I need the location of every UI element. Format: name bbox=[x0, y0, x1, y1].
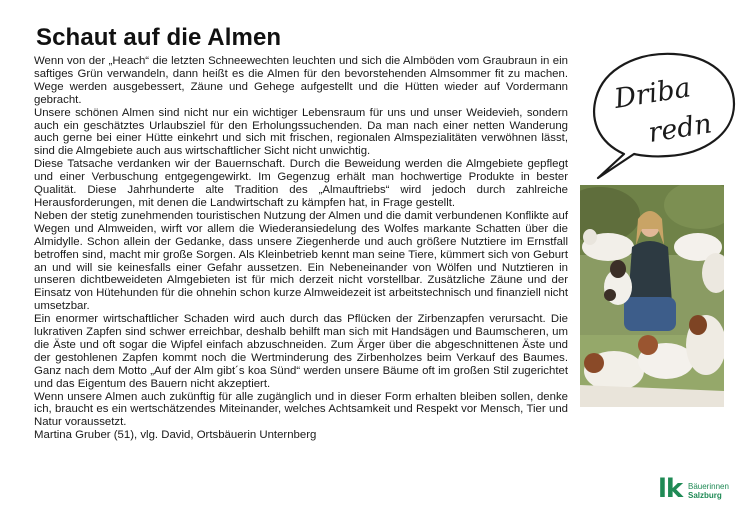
lk-logo bbox=[658, 476, 742, 506]
logo-line-1: Bäuerinnen bbox=[688, 482, 729, 491]
article-body bbox=[34, 55, 568, 442]
paragraph: Unsere schönen Almen sind nicht nur ein wichtiger Lebensraum für uns und unser Weidevieh, sondern auch ein geschätztes Urlaubsziel für den Erholungssuchenden. Da man nach einer netten Wanderung auch gerne bei einer Hütte einkehrt und sich mit frischen, regionalen Almspezialitäten verwöhnen lässt, sind die Almgebiete auch aus wirtschaftlicher Sicht nicht unwichtig. bbox=[34, 106, 568, 158]
woman-with-goats-photo bbox=[580, 185, 724, 407]
paragraph: Neben der stetig zunehmenden touristischen Nutzung der Almen und die damit verbundenen Konflikte auf Wegen und Almweiden, wirft vor allem die Wiederansiedelung des Wolfes markante Schatten über die Almidylle. Schon allein der Gedanke, dass unsere Ziegenherde und auch größere Nutztiere im Ernstfall betroffen sind, macht mir große Sorgen. Als Kleinbetrieb kennt man seine Tiere, kümmert sich von Geburt an und will sie keinesfalls einer Gefahr aussetzen. Ein Nebeneinander von Wölfen und Nutztieren in unseren dichtbeweideten Almgebieten ist für mich derzeit nicht vorstellbar. Zusätzliche Zäune und der Einsatz von Hütehunden für die ohnehin schon kurze Almweidezeit ist arbeitstechnisch und finanziell nicht umsetzbar. bbox=[34, 209, 568, 313]
speech-bubble bbox=[576, 42, 746, 182]
page-title: Schaut auf die Almen bbox=[36, 24, 282, 51]
paragraph: Wenn von der „Heach“ die letzten Schneewechten leuchten und sich die Almböden vom Graubraun in ein saftiges Grün verwandeln, dann heißt es die Almen für den bevorstehenden Almsommer fit zu machen. Wege werden ausgebessert, Zäune und Gehege aufgestellt und die Hütten wieder auf Vordermann gebracht. bbox=[34, 55, 568, 106]
paragraph: Diese Tatsache verdanken wir der Bauernschaft. Durch die Beweidung werden die Almgebiete gepflegt und einer Verbuschung entgegengewirkt. Im Gegenzug erhält man hochwertige Produkte in bester Qualität. Diese Jahrhunderte alte Tradition des „Almauftriebs“ wird jedoch durch zahlreiche Herausforderungen, mit denen die Landwirtschaft zu kämpfen hat, in Frage gestellt. bbox=[34, 158, 568, 209]
bubble-line-2: redn bbox=[646, 108, 714, 149]
lk-logo-text bbox=[688, 482, 729, 500]
paragraph: Ein enormer wirtschaftlicher Schaden wird auch durch das Pflücken der Zirbenzapfen verursacht. Die lukrativen Zapfen sind schwer erreichbar, deshalb behilft man sich mit Handsägen und Baumscheren, um die Äste und oft sogar die Wipfel einfach abzuschneiden. Zum Ärger über die abgeschnittenen Äste und der gestohlenen Zapfen kommt noch die Wertminderung des Zirbenholzes beim Verkauf des Baumes. Ganz nach dem Motto „Auf der Alm gibt´s koa Sünd“ werden unsere Bäume oft im großen Stil zugerichtet und das Eigentum des Bauern nicht akzeptiert. bbox=[34, 313, 568, 390]
bubble-line-1: Driba bbox=[612, 72, 693, 115]
author-signature: Martina Gruber (51), vlg. David, Ortsbäuerin Unternberg bbox=[34, 429, 317, 442]
lk-logo-mark: lk bbox=[658, 474, 683, 504]
logo-line-2: Salzburg bbox=[688, 491, 722, 500]
paragraph: Wenn unsere Almen auch zukünftig für alle zugänglich und in dieser Form erhalten bleiben sollen, denke ich, braucht es ein wertschätzendes Miteinander, welches Achtsamkeit und Respekt vor Mensch, Tier und Natur voraussetzt. bbox=[34, 390, 568, 429]
speech-bubble-icon bbox=[576, 42, 746, 182]
